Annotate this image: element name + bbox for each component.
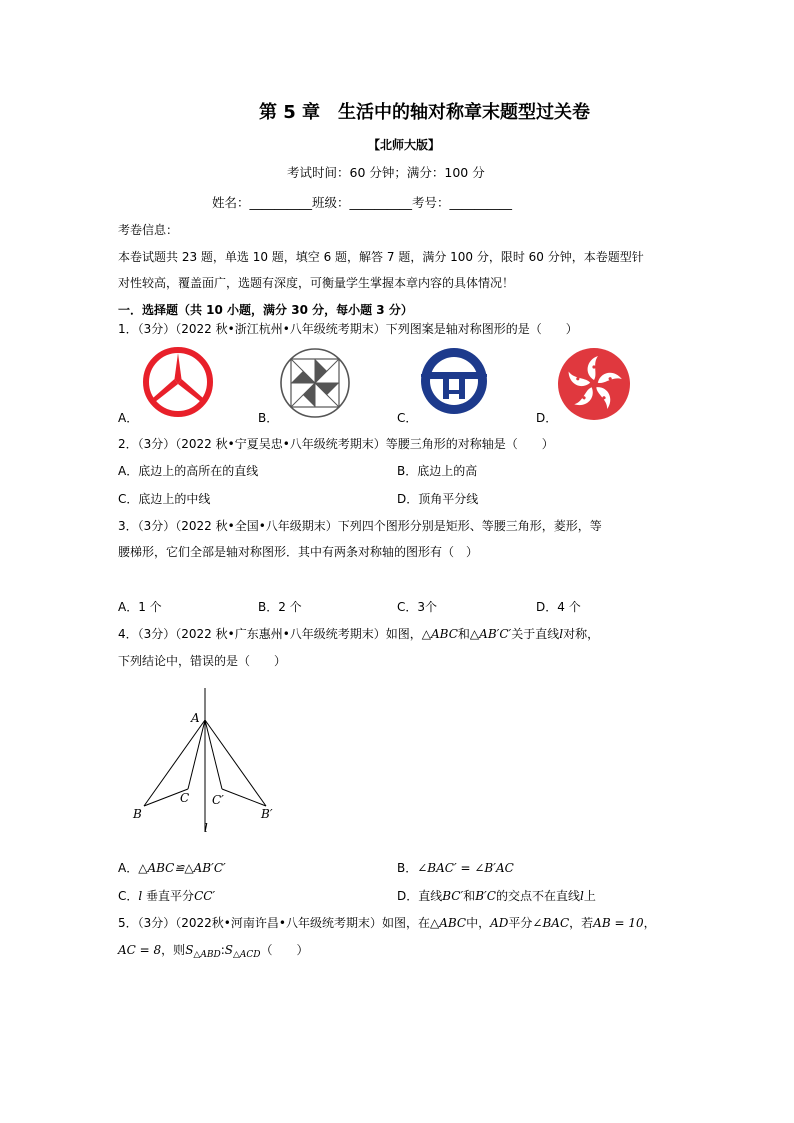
q4-option-c-label: C．: [118, 889, 139, 903]
fig-label-b-prime: B′: [261, 807, 273, 821]
q5-stem-text-f: ，则: [161, 943, 186, 957]
q1-option-c[interactable]: C．: [397, 411, 418, 425]
q2-option-b[interactable]: B．底边上的高: [397, 464, 478, 478]
q4-option-b[interactable]: [397, 859, 514, 876]
q5-area-2-sub: △ACD: [232, 950, 261, 960]
q4-option-d-end: 上: [583, 889, 596, 903]
info-line-1: 本卷试题共 23 题，单选 10 题，填空 6 题，解答 7 题，满分 100 分，限时 60 分钟，本卷题型针: [118, 250, 644, 264]
fig-label-c: C: [180, 791, 190, 805]
q5-stem-text-g: （ ）: [260, 943, 309, 957]
q5-ac-value: AC = 8: [118, 943, 162, 957]
q5-stem-text-a: 5．（3分）（2022秋•河南许昌•八年级统考期末）如图，在: [118, 916, 430, 930]
exam-info: 考试时间：60 分钟；满分：100 分: [287, 165, 485, 180]
q5-triangle: △ABC: [429, 916, 467, 930]
q1-option-d[interactable]: D．: [536, 411, 558, 425]
q5-area-2: S: [224, 943, 233, 957]
q4-stem-text-a: 4．（3分）（2022 秋•广东惠州•八年级统考期末）如图，: [118, 627, 422, 641]
q5-stem-line-2: [118, 941, 309, 960]
q2-option-a[interactable]: A．底边上的高所在的直线: [118, 464, 259, 478]
q4-option-c-segment: CC′: [194, 889, 216, 903]
navy-circle-logo-figure: [418, 346, 492, 418]
q3-option-d[interactable]: D．4 个: [536, 600, 581, 614]
q4-option-d-text: 的交点不在直线: [495, 889, 580, 903]
fig-label-c-prime: C′: [212, 793, 224, 807]
q4-option-d-label: D．直线: [397, 889, 443, 903]
q4-option-a-math: △ABC≌△AB′C′: [138, 861, 226, 875]
q1-option-b[interactable]: B．: [258, 411, 279, 425]
q2-option-c[interactable]: C．底边上的中线: [118, 492, 211, 506]
q4-symmetry-figure: [128, 686, 288, 836]
q4-line-l: l: [559, 627, 564, 641]
q3-option-b[interactable]: B．2 个: [258, 600, 302, 614]
q4-option-a[interactable]: [118, 859, 226, 876]
q2-option-d[interactable]: D．顶角平分线: [397, 492, 479, 506]
q4-option-c-text: 垂直平分: [142, 889, 195, 903]
q5-stem-text-d: ，若: [569, 916, 594, 930]
fig-label-a: A: [191, 711, 200, 725]
q5-stem-text-b: 中，: [466, 916, 491, 930]
q4-option-a-label: A．: [118, 861, 139, 875]
pinwheel-figure: [278, 346, 354, 420]
q5-segment-ad: AD: [490, 916, 509, 930]
q5-stem-text-c: 平分: [508, 916, 533, 930]
q4-option-c-line: l: [138, 889, 143, 903]
q4-triangle-ab2c2: △AB′C′: [469, 627, 512, 641]
q4-option-d-line-l: l: [579, 889, 584, 903]
q4-option-b-label: B．: [397, 861, 418, 875]
q5-angle-bac: ∠BAC: [532, 916, 570, 930]
q3-option-c[interactable]: C．3个: [397, 600, 438, 614]
q4-option-d-line-bc: BC′: [442, 889, 464, 903]
q5-stem-line-1: [118, 914, 656, 931]
q4-triangle-abc: △ABC: [421, 627, 458, 641]
q1-option-a[interactable]: A．: [118, 411, 139, 425]
page-title: 第 5 章 生活中的轴对称章末题型过关卷: [259, 102, 591, 123]
q5-stem-text-e: ，: [643, 916, 656, 930]
q5-ratio-colon: :: [220, 943, 225, 957]
q4-option-d-and: 和: [463, 889, 476, 903]
q4-stem-text-c: 关于直线: [511, 627, 560, 641]
name-class-number-line: 姓名：__________班级：__________考号：__________: [212, 195, 513, 210]
info-heading: 考卷信息：: [118, 223, 179, 237]
bauhinia-flag-figure: [556, 346, 632, 422]
q5-ab-value: AB = 10: [593, 916, 644, 930]
section-heading: 一．选择题（共 10 小题，满分 30 分，每小题 3 分）: [118, 303, 413, 317]
q4-stem-line-1: [118, 625, 599, 642]
q4-stem-text-d: 对称，: [563, 627, 600, 641]
q4-stem-text-b: 和: [457, 627, 470, 641]
q1-stem: 1．（3分）（2022 秋•浙江杭州•八年级统考期末）下列图案是轴对称图形的是（ ）: [118, 322, 578, 336]
q4-option-d-line-b2c: B′C: [475, 889, 496, 903]
q5-area-1-sub: △ABD: [193, 950, 221, 960]
q3-stem-line-2: 腰梯形，它们全部是轴对称图形．其中有两条对称轴的图形有（ ）: [118, 545, 479, 559]
q4-stem-line-2: 下列结论中，错误的是（ ）: [118, 654, 287, 668]
q4-option-b-math: ∠BAC′ = ∠B′AC: [417, 861, 514, 875]
fig-label-b: B: [133, 807, 142, 821]
mercedes-logo-figure: [140, 346, 220, 418]
q3-option-a[interactable]: A．1 个: [118, 600, 162, 614]
q2-stem: 2．（3分）（2022 秋•宁夏吴忠•八年级统考期末）等腰三角形的对称轴是（ ）: [118, 437, 554, 451]
fig-label-l: l: [204, 821, 208, 835]
q3-stem-line-1: 3．（3分）（2022 秋•全国•八年级期末）下列四个图形分别是矩形、等腰三角形，菱形，等: [118, 519, 602, 533]
edition-label: 【北师大版】: [368, 138, 441, 152]
q4-option-d[interactable]: [397, 887, 596, 904]
info-line-2: 对性较高，覆盖面广，选题有深度，可衡量学生掌握本章内容的具体情况！: [118, 276, 515, 290]
q5-area-1: S: [185, 943, 194, 957]
q4-option-c[interactable]: [118, 887, 215, 904]
